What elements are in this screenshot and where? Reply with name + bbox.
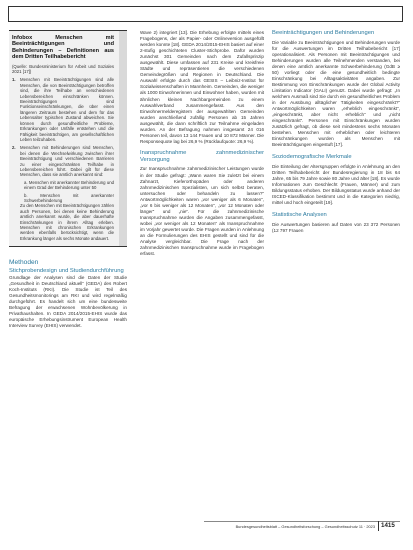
header-bar (8, 6, 403, 22)
body-paragraph: Zur Inanspruchnahme zahnmedizinischer Leistungen wurde in der Studie gefragt: „Wann waren Sie zuletzt bei einem Zahnarzt, Kieferorthopäden oder anderen zahnmedizinischen Spezialisten, um sich selbst beraten, untersuchen oder behandeln zu lassen?“ Antwortmöglichkeiten waren „vor weniger als 6 Monaten“, „vor 6 bis weniger als 12 Monaten“, „vor 12 Monaten oder länger“ und „nie“. Für die zahnmedizinische Inanspruchnahme wurden die Angaben zusammengefasst, wobei „vor weniger als 12 Monaten“ als Inanspruchnahme im Vorjahr gewertet wurde. Die Fragen wurden in Anlehnung an die Formulierungen des EHIS gestellt und sind für die Analyse vergleichbar. Die Frage nach der zahnmedizinischen Inanspruchnahme wurde im Fragebogen erfasst. (140, 166, 264, 257)
middle-column (140, 30, 264, 257)
page-number: 1415 (381, 522, 395, 529)
body-paragraph: Grundlage der Analysen sind die Daten der Studie „Gesundheit in Deutschland aktuell“ (GEDA) des Robert Koch-Instituts (RKI). Die Studie ist Teil des Gesundheitsmonitorings am RKI und wird regelmäßig durchgeführt. Es handelt sich um eine bundesweite Befragung der erwachsenen Wohnbevölkerung in Privathaushalten. In GEDA 2014/2015-EHIS wurde das europäische Erhebungsinstrument European Health Interview Survey (EHIS) verwendet. (9, 274, 127, 328)
left-column (9, 30, 127, 329)
item-number: 2. (12, 145, 16, 151)
infobox-item (12, 145, 124, 177)
subheading-stichprobendesign: Stichprobendesign und Studiendurchführung (9, 267, 124, 274)
right-column (272, 30, 400, 234)
subheading-beeintraechtigungen: Beeinträchtigungen und Behinderungen (272, 30, 375, 36)
subheading-statistik: Statistische Analysen (272, 212, 327, 219)
item-number: 1. (12, 77, 16, 83)
subheading-inanspruchnahme: Inanspruchnahme zahnmedizinischer Versorgung (140, 149, 264, 163)
infobox-item (12, 77, 124, 142)
footer-rule (204, 521, 400, 522)
infobox-subitem: a. Menschen mit anerkannter Behinderung und einem Grad der Behinderung unter 50 (24, 179, 114, 191)
body-paragraph: Die Einteilung der Altersgruppen erfolgte in Anlehnung an den Dritten Teilhabebericht der Bundesregierung in 18 bis 64 Jahre, 65 bis 79 Jahre sowie 80 Jahre und älter [18]. Es wurde Informationen zum Geschlecht (Frauen, Männer) und zum Bildungsstatus erhoben. Der Bildungsstatus wurde anhand der ISCED-Klassifikation bestimmt und in die Kategorien niedrig, mittel und hoch eingeteilt [19]. (272, 164, 400, 206)
infobox (9, 30, 127, 247)
subheading-soziodemografie: Soziodemografische Merkmale (272, 154, 352, 161)
item-text: Menschen mit Beeinträchtigungen sind alle Menschen, die von Beeinträchtigungen betroffen sind, die ihre Teilhabe an verschiedenen Lebensbereichen einschränken können. Beeinträchtigungen sind Funktionseinschränkungen, die über einen längeren Zeitraum bestehen und dem für das Lebensalter typischen Zustand abweichen. Sie können durch gesundheitliche Probleme, Erkrankungen oder Unfälle entstehen und die Fähigkeit beeinträchtigen, am gesellschaftlichen Leben teilzuhaben. (20, 77, 114, 142)
item-text: Menschen mit Behinderungen sind Menschen, bei denen die Wechselwirkung zwischen ihrer Beeinträchtigung und verschiedenen Barrieren zu einer eingeschränkten Teilhabe in Lebensbereichen führt. Dabei gilt für diese Menschen, dass sie amtlich anerkannt sind: (20, 145, 114, 178)
infobox-accent-bar (119, 31, 127, 246)
journal-footer: Bundesgesundheitsblatt – Gesundheitsforschung – Gesundheitsschutz 11 · 2023 (235, 524, 375, 529)
body-paragraph: Die Auswertungen basieren auf Daten von 23 372 Personen (12 797 Frauen (272, 221, 400, 233)
footer-separator (378, 521, 379, 531)
infobox-subitem: b. Menschen mit anerkannter Schwerbehinderung (24, 192, 114, 203)
infobox-title: Infobox Menschen mit Beeinträchtigungen und Behinderungen – Definitionen aus dem Dritten Teilhabebericht (12, 35, 114, 61)
infobox-note: Zu den Menschen mit Beeinträchtigungen zählen auch Personen, bei denen keine Behinderung amtlich anerkannt wurde, die aber dauerhafte Einschränkungen in ihrem Alltag erleben. Menschen mit chronischen Erkrankungen werden ebenfalls berücksichtigt, wenn die Erkrankung länger als sechs Monate andauert. (20, 203, 114, 241)
body-paragraph: Wave 2) integriert [13]. Die Erhebung erfolgte mittels eines Fragebogens, der als Papier- oder Onlineversion ausgefüllt werden konnte [18]. GEDA 2014/2015-EHIS basiert auf einer 2-stufig geschichteten Cluster-Stichprobe. Dafür wurden zunächst 301 Gemeinden nach dem Zufallsprinzip ausgewählt. Diese umfassen auf 231 Kreise und kreisfreie Städte und repräsentieren die verschiedenen Gemeindegrößen und Regionen in Deutschland. Die Auswahl erfolgte durch das GESIS – Leibniz-Institut für Sozialwissenschaften in Mannheim. Gemeinden, die weniger als 1000 Einwohnerinnen und Einwohner haben, wurden mit ähnlichen kleinen Nachbargemeinden zu einem Auswahlverband zusammengefasst. Aus den Einwohnermelderegistern der ausgewählten Gemeinden wurden anschließend zufällig Personen ab 15 Jahren ausgewählt, die dann schriftlich zur Teilnahme eingeladen wurden. An der Befragung nahmen insgesamt 24 016 Personen teil, davon 13 144 Frauen und 10 872 Männer. Die Responsequote lag bei 26,9 % (Rücklaufquote: 26,9 %). (140, 30, 264, 144)
section-heading-methoden: Methoden (9, 259, 39, 267)
infobox-source: (Quelle: Bundesministerium für Arbeit und Soziales 2021 [17]) (12, 63, 114, 75)
body-paragraph: Die Variable zu Beeinträchtigungen und Behinderungen wurde für die Auswertungen im Dritten Teilhabebericht [17] operationalisiert. Als Personen mit Beeinträchtigungen und Behinderungen wurden alle Teilnehmenden verstanden, bei denen eine amtlich anerkannte Schwerbehinderung (GdB ≥ 50) vorliegt oder die eine gesundheitlich bedingte Einschränkung bei Alltagsaktivitäten angaben. Zur Bestimmung von Einschränkungen wurde der Global Activity Limitation Indicator (GALI) genutzt. Dabei wurde gefragt: „In welchem Ausmaß sind Sie durch ein gesundheitliches Problem in der Ausübung alltäglicher Tätigkeiten eingeschränkt?“ Antwortmöglichkeiten waren „erheblich eingeschränkt“, „eingeschränkt, aber nicht erheblich“ und „nicht eingeschränkt“. Personen mit Einschränkungen wurden zusätzlich gefragt, ob diese seit mindestens sechs Monaten bestehen. Menschen mit erheblichen oder leichteren Einschränkungen wurden als Menschen mit Beeinträchtigungen eingestuft [17]. (272, 39, 400, 148)
